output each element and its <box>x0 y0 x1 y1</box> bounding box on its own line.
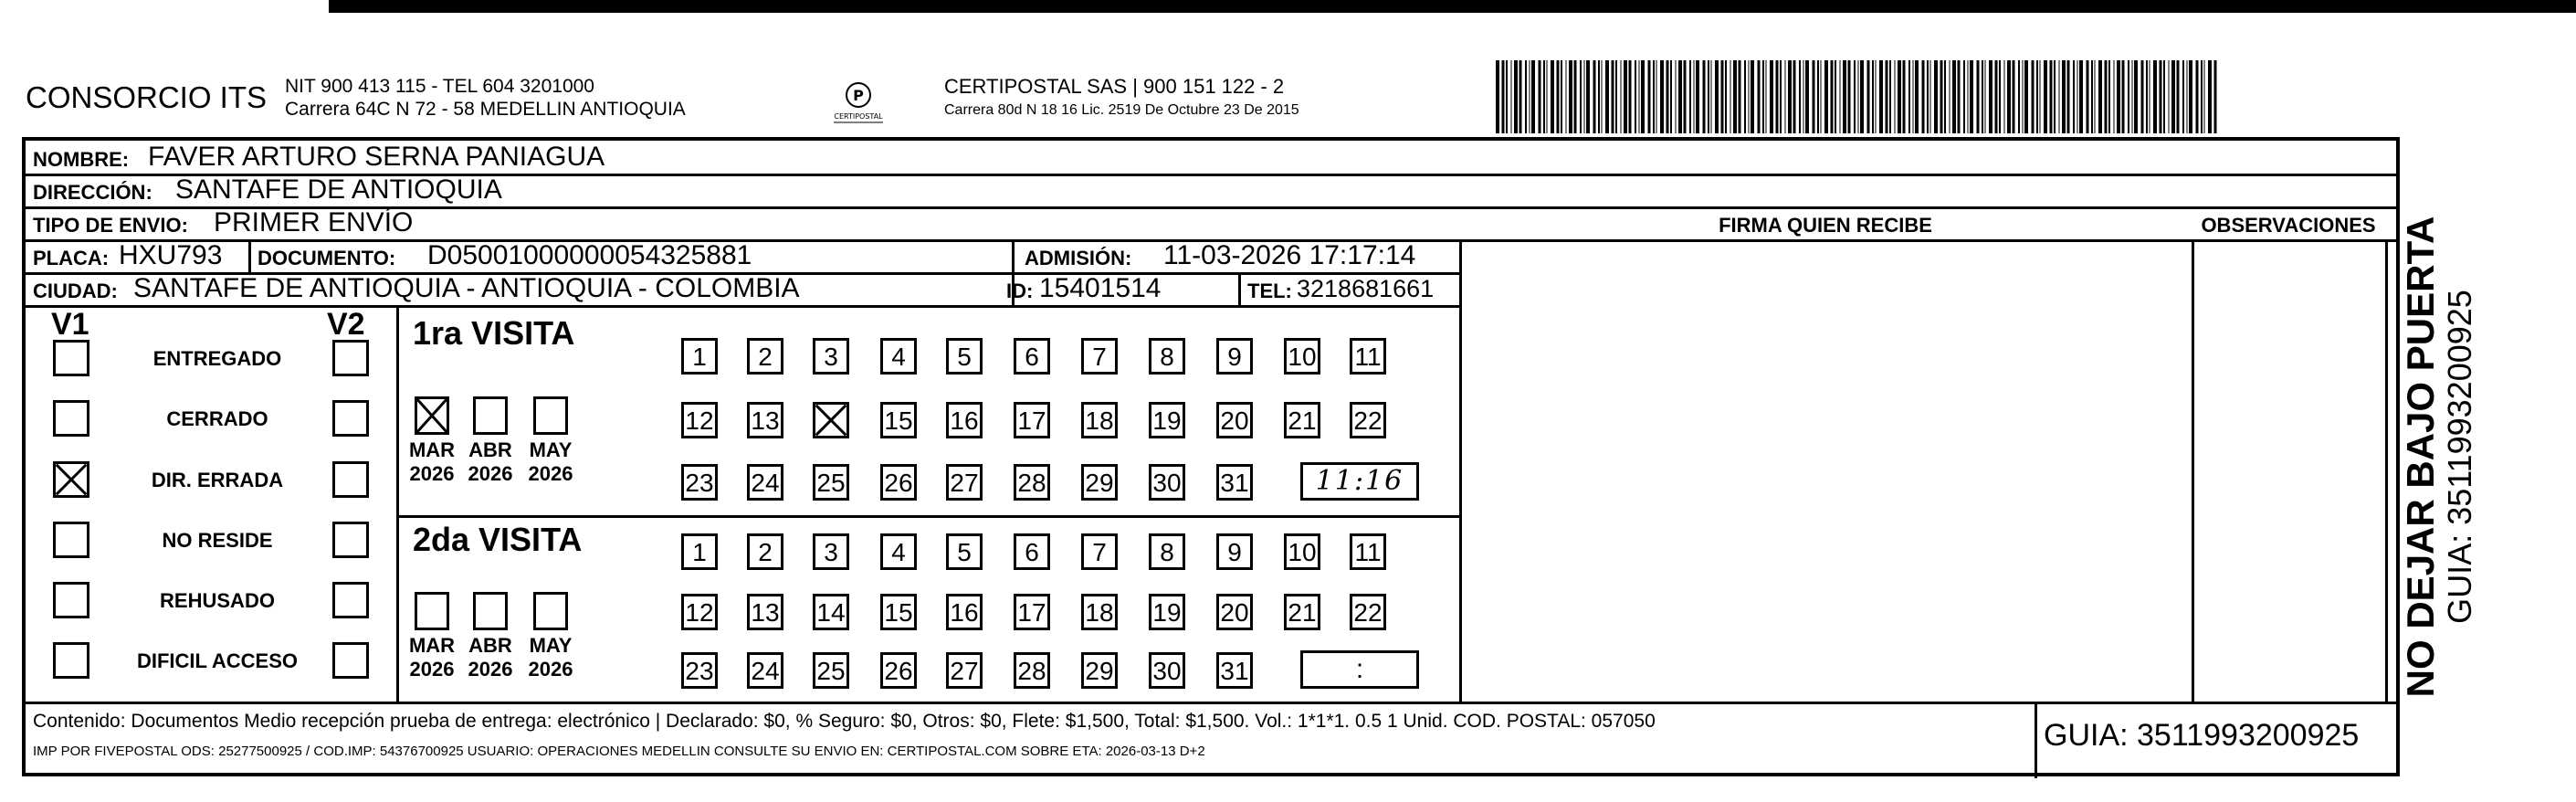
barcode-bar <box>1835 60 1836 133</box>
barcode-bar <box>1793 60 1796 133</box>
barcode-bar <box>1531 60 1535 133</box>
barcode-bar <box>1648 60 1651 133</box>
barcode-bar <box>2054 60 2056 133</box>
day-box: 12 <box>681 594 718 630</box>
barcode-bar <box>1715 60 1719 133</box>
barcode-bar <box>2079 60 2083 133</box>
barcode-bar <box>2040 60 2041 133</box>
day-box: 4 <box>880 533 917 570</box>
barcode-bar <box>1586 60 1590 133</box>
day-box: 31 <box>1216 652 1253 689</box>
barcode-bar <box>1684 60 1687 133</box>
barcode-bar <box>1629 60 1632 133</box>
footer-guia: GUIA: 3511993200925 <box>2044 718 2360 753</box>
barcode-bar <box>1751 60 1754 133</box>
day-box: 9 <box>1216 533 1253 570</box>
barcode-bar <box>1635 60 1636 133</box>
v2-checkbox <box>332 582 369 618</box>
barcode-bar <box>1843 60 1846 133</box>
barcode-bar <box>2095 60 2096 133</box>
barcode-bar <box>1854 60 1856 133</box>
day-box: 16 <box>946 594 983 630</box>
v1-checkbox <box>53 522 89 558</box>
v1-checkbox <box>53 340 89 376</box>
tipo-envio-label: TIPO DE ENVIO: <box>33 214 188 237</box>
reason-label: CERRADO <box>166 407 268 430</box>
day-box: 1 <box>681 338 718 375</box>
barcode-bar <box>2153 60 2157 133</box>
barcode-bar <box>2024 60 2028 133</box>
company-name: CONSORCIO ITS <box>26 80 268 114</box>
barcode-bar <box>1930 60 1931 133</box>
barcode-bar <box>1879 60 1883 133</box>
barcode-bar <box>2189 60 2192 133</box>
barcode-bar <box>1803 60 1804 133</box>
barcode-bar <box>1985 60 1986 133</box>
barcode-bar <box>1889 60 1891 133</box>
ciudad-label: CIUDAD: <box>33 280 118 302</box>
nombre-value: FAVER ARTURO SERNA PANIAGUA <box>148 142 605 172</box>
nit-line: NIT 900 413 115 - TEL 604 3201000 <box>285 76 594 97</box>
barcode-bar <box>2036 60 2038 133</box>
day-box: 7 <box>1081 338 1118 375</box>
barcode-bar <box>1624 60 1627 133</box>
barcode-bar <box>2196 60 2199 133</box>
day-box: 16 <box>946 402 983 438</box>
barcode-bar <box>1506 60 1508 133</box>
day-box: 22 <box>1350 594 1386 630</box>
barcode-bar <box>1968 60 1969 133</box>
side-notice <box>2399 137 2478 776</box>
v2-checkbox <box>332 642 369 679</box>
barcode-bar <box>2214 60 2217 133</box>
barcode-bar <box>1561 60 1562 133</box>
barcode-bar <box>2004 60 2005 133</box>
day-box: 29 <box>1081 464 1118 501</box>
day-box: 21 <box>1284 594 1320 630</box>
barcode-bar <box>1977 60 1980 133</box>
month-label: MAR 2026 <box>408 438 456 485</box>
footer-content-line: Contenido: Documentos Medio recepción prueba de entrega: electrónico | Declarado: $0, % Seguro: $0, Otros: $0, Flete: $1,500, Total: $1,500. Vol.: 1*1*1. 0.5 1 Unid. COD. POSTAL: 057050 <box>33 711 1656 732</box>
barcode-bar <box>1551 60 1554 133</box>
day-box: 19 <box>1149 402 1185 438</box>
footer-print-line: IMP POR FIVEPOSTAL ODS: 25277500925 / COD.IMP: 54376700925 USUARIO: OPERACIONES MEDELLIN CONSULTE SU ENVIO EN: CERTIPOSTAL.COM SOBRE ETA: 2026-03-13 D+2 <box>33 744 1205 759</box>
barcode-bar <box>2062 60 2066 133</box>
barcode-bar <box>2067 60 2070 133</box>
barcode-bar <box>1940 60 1943 133</box>
day-box <box>813 402 849 438</box>
v2-checkbox <box>332 461 369 498</box>
barcode-bar <box>1612 60 1614 133</box>
side-guia: GUIA: 3511993200925 <box>2441 290 2478 624</box>
barcode-bar <box>1514 60 1518 133</box>
day-box: 2 <box>747 338 783 375</box>
barcode-bar <box>1913 60 1914 133</box>
barcode-bar <box>1908 60 1910 133</box>
id-label: ID: <box>1006 280 1034 302</box>
reason-label: REHUSADO <box>160 589 275 612</box>
barcode-bar <box>2032 60 2035 133</box>
barcode-bar <box>2117 60 2120 133</box>
barcode-bar <box>1667 60 1669 133</box>
barcode-bar <box>2023 60 2024 133</box>
placa-label: PLACA: <box>33 247 110 269</box>
barcode-bar <box>1952 60 1956 133</box>
barcode-bar <box>2171 60 2175 133</box>
day-box: 6 <box>1014 533 1050 570</box>
barcode-bar <box>1703 60 1706 133</box>
day-box: 24 <box>747 464 783 501</box>
v1-header: V1 <box>51 307 89 342</box>
day-box: 18 <box>1081 594 1118 630</box>
firma-quien-recibe-header: FIRMA QUIEN RECIBE <box>1719 214 1932 237</box>
barcode-bar <box>1927 60 1929 133</box>
barcode-bar <box>1670 60 1672 133</box>
barcode-bar <box>2128 60 2129 133</box>
barcode-bar <box>1886 60 1888 133</box>
carrier-info <box>944 75 1299 122</box>
barcode-bar <box>2160 60 2162 133</box>
day-box: 26 <box>880 652 917 689</box>
barcode-bar <box>1867 60 1870 133</box>
day-box: 27 <box>946 464 983 501</box>
barcode-bar <box>2141 60 2144 133</box>
barcode <box>1496 60 2223 133</box>
day-box: 19 <box>1149 594 1185 630</box>
barcode-bar <box>2018 60 2020 133</box>
barcode-bar <box>1496 60 1499 133</box>
barcode-bar <box>1817 60 1819 133</box>
barcode-bar <box>1848 60 1851 133</box>
barcode-bar <box>1574 60 1577 133</box>
barcode-bar <box>1785 60 1786 133</box>
barcode-bar <box>2132 60 2133 133</box>
barcode-bar <box>1982 60 1983 133</box>
barcode-bar <box>1770 60 1773 133</box>
barcode-bar <box>2177 60 2180 133</box>
day-box: 25 <box>813 652 849 689</box>
barcode-bar <box>1898 60 1901 133</box>
barcode-bar <box>2187 60 2188 133</box>
barcode-bar <box>1860 60 1864 133</box>
barcode-bar <box>1511 60 1512 133</box>
svg-text:P: P <box>853 87 864 104</box>
barcode-bar <box>1557 60 1560 133</box>
visit-time-box: : <box>1300 650 1419 689</box>
barcode-bar <box>1989 60 1992 133</box>
day-box: 15 <box>880 402 917 438</box>
reason-label: NO RESIDE <box>162 529 273 552</box>
barcode-bar <box>2169 60 2170 133</box>
barcode-bar <box>1580 60 1582 133</box>
day-box: 4 <box>880 338 917 375</box>
barcode-bar <box>2114 60 2115 133</box>
barcode-bar <box>1788 60 1792 133</box>
v1-checkbox <box>53 582 89 618</box>
day-box: 22 <box>1350 402 1386 438</box>
day-box: 17 <box>1014 594 1050 630</box>
day-box: 5 <box>946 533 983 570</box>
month-checkbox <box>473 396 508 435</box>
day-box: 15 <box>880 594 917 630</box>
day-box: 6 <box>1014 338 1050 375</box>
barcode-bar <box>1903 60 1906 133</box>
barcode-bar <box>1725 60 1727 133</box>
day-box: 31 <box>1216 464 1253 501</box>
month-checkbox <box>415 396 449 435</box>
barcode-bar <box>1694 60 1695 133</box>
day-box: 10 <box>1284 533 1320 570</box>
barcode-bar <box>1780 60 1782 133</box>
day-box: 20 <box>1216 594 1253 630</box>
no-dejar-bajo-puerta: NO DEJAR BAJO PUERTA <box>2399 216 2442 698</box>
barcode-bar <box>1547 60 1548 133</box>
barcode-bar <box>1639 60 1640 133</box>
barcode-bar <box>2105 60 2108 133</box>
barcode-bar <box>1805 60 1809 133</box>
carrier-address: Carrera 80d N 18 16 Lic. 2519 De Octubre 23 De 2015 <box>944 102 1299 118</box>
barcode-bar <box>1615 60 1617 133</box>
day-box: 21 <box>1284 402 1320 438</box>
month-label: ABR 2026 <box>468 634 513 681</box>
barcode-bar <box>2182 60 2184 133</box>
day-box: 13 <box>747 594 783 630</box>
month-checkbox <box>415 592 449 630</box>
admision-value: 11-03-2026 17:17:14 <box>1163 240 1416 270</box>
address-line: Carrera 64C N 72 - 58 MEDELLIN ANTIOQUIA <box>285 99 686 120</box>
barcode-bar <box>2091 60 2093 133</box>
barcode-bar <box>1689 60 1691 133</box>
barcode-bar <box>1895 60 1896 133</box>
barcode-bar <box>1598 60 1600 133</box>
barcode-bar <box>1831 60 1834 133</box>
barcode-bar <box>1678 60 1682 133</box>
barcode-bar <box>1963 60 1965 133</box>
reason-label: DIR. ERRADA <box>151 469 284 491</box>
month-label: MAR 2026 <box>408 634 456 681</box>
barcode-bar <box>1660 60 1664 133</box>
day-box: 24 <box>747 652 783 689</box>
barcode-bar <box>1762 60 1764 133</box>
day-box: 7 <box>1081 533 1118 570</box>
barcode-bar <box>1813 60 1815 133</box>
barcode-bar <box>1915 60 1919 133</box>
placa-value: HXU793 <box>119 240 223 270</box>
day-box: 3 <box>813 533 849 570</box>
day-box: 9 <box>1216 338 1253 375</box>
second-visit-title: 2da VISITA <box>413 521 583 558</box>
barcode-bar <box>1872 60 1874 133</box>
day-box: 10 <box>1284 338 1320 375</box>
day-box: 27 <box>946 652 983 689</box>
barcode-bar <box>1840 60 1841 133</box>
barcode-bar <box>2208 60 2212 133</box>
barcode-bar <box>2134 60 2138 133</box>
day-box: 1 <box>681 533 718 570</box>
day-box: 20 <box>1216 402 1253 438</box>
documento-value: D05001000000054325881 <box>427 240 752 270</box>
nombre-label: NOMBRE: <box>33 148 130 171</box>
reason-label: DIFICIL ACCESO <box>136 649 298 672</box>
day-box: 28 <box>1014 464 1050 501</box>
day-box: 3 <box>813 338 849 375</box>
barcode-bar <box>1958 60 1961 133</box>
month-checkbox <box>473 592 508 630</box>
day-box: 25 <box>813 464 849 501</box>
v1-checkbox <box>53 400 89 437</box>
direccion-label: DIRECCIÓN: <box>33 181 152 204</box>
barcode-bar <box>1821 60 1822 133</box>
day-box: 30 <box>1149 464 1185 501</box>
barcode-bar <box>1708 60 1709 133</box>
day-box: 8 <box>1149 533 1185 570</box>
v2-checkbox <box>332 340 369 376</box>
barcode-bar <box>1858 60 1859 133</box>
barcode-bar <box>2108 60 2110 133</box>
tel-value: 3218681661 <box>1297 275 1435 302</box>
logo-label: CERTIPOSTAL <box>834 112 883 121</box>
v2-checkbox <box>332 522 369 558</box>
barcode-bar <box>1999 60 2001 133</box>
month-label: ABR 2026 <box>468 438 513 485</box>
day-box: 8 <box>1149 338 1185 375</box>
barcode-bar <box>2013 60 2015 133</box>
day-box: 2 <box>747 533 783 570</box>
barcode-bar <box>1824 60 1828 133</box>
barcode-bar <box>2163 60 2165 133</box>
day-box: 23 <box>681 652 718 689</box>
barcode-bar <box>1799 60 1801 133</box>
barcode-bar <box>1744 60 1746 133</box>
barcode-bar <box>1766 60 1767 133</box>
barcode-bar <box>1502 60 1505 133</box>
barcode-bar <box>1721 60 1724 133</box>
visit-time-box: 11:16 <box>1300 462 1419 501</box>
day-box: 30 <box>1149 652 1185 689</box>
barcode-bar <box>1539 60 1541 133</box>
barcode-bar <box>1970 60 1973 133</box>
barcode-bar <box>1593 60 1596 133</box>
barcode-bar <box>1922 60 1925 133</box>
barcode-bar <box>2044 60 2047 133</box>
day-box: 11 <box>1350 338 1386 375</box>
v1-checkbox <box>53 642 89 679</box>
barcode-bar <box>1758 60 1761 133</box>
v2-header: V2 <box>327 307 365 342</box>
barcode-bar <box>2007 60 2011 133</box>
barcode-bar <box>2098 60 2102 133</box>
v1-checkbox <box>53 461 89 498</box>
v2-checkbox <box>332 400 369 437</box>
day-box: 18 <box>1081 402 1118 438</box>
day-box: 11 <box>1350 533 1386 570</box>
barcode-bar <box>1696 60 1699 133</box>
barcode-bar <box>1730 60 1731 133</box>
barcode-bar <box>1739 60 1741 133</box>
barcode-bar <box>1711 60 1712 133</box>
delivery-form <box>22 137 2400 776</box>
direccion-value: SANTAFE DE ANTIOQUIA <box>175 174 502 205</box>
day-box: 29 <box>1081 652 1118 689</box>
tel-label: TEL: <box>1247 280 1292 302</box>
barcode-bar <box>1934 60 1938 133</box>
barcode-bar <box>1602 60 1603 133</box>
barcode-bar <box>2204 60 2205 133</box>
barcode-bar <box>1543 60 1545 133</box>
id-value: 15401514 <box>1039 273 1162 303</box>
barcode-bar <box>1876 60 1877 133</box>
barcode-bar <box>1584 60 1585 133</box>
barcode-bar <box>1676 60 1677 133</box>
company-info <box>285 75 686 121</box>
first-visit-title: 1ra VISITA <box>413 314 575 352</box>
admision-label: ADMISIÓN: <box>1025 247 1132 269</box>
barcode-bar <box>1519 60 1522 133</box>
day-box: 28 <box>1014 652 1050 689</box>
day-box: 5 <box>946 338 983 375</box>
ciudad-value: SANTAFE DE ANTIOQUIA - ANTIOQUIA - COLOMBIA <box>133 273 800 303</box>
barcode-bar <box>2122 60 2125 133</box>
certipostal-logo <box>826 77 890 128</box>
documento-label: DOCUMENTO: <box>258 247 396 269</box>
barcode-bar <box>1776 60 1779 133</box>
day-box: 14 <box>813 594 849 630</box>
barcode-bar <box>2050 60 2053 133</box>
top-border <box>329 0 2576 13</box>
barcode-bar <box>2087 60 2089 133</box>
barcode-bar <box>1621 60 1622 133</box>
day-box: 23 <box>681 464 718 501</box>
barcode-bar <box>1525 60 1527 133</box>
reason-label: ENTREGADO <box>152 347 282 370</box>
month-label: MAY 2026 <box>528 634 573 681</box>
day-box: 12 <box>681 402 718 438</box>
barcode-bar <box>1944 60 1946 133</box>
barcode-bar <box>1605 60 1609 133</box>
barcode-bar <box>1749 60 1750 133</box>
barcode-bar <box>2059 60 2060 133</box>
barcode-bar <box>2073 60 2075 133</box>
tipo-envio-value: PRIMER ENVÍO <box>214 207 414 237</box>
month-checkbox <box>533 396 568 435</box>
carrier-line: CERTIPOSTAL SAS | 900 151 122 - 2 <box>944 75 1285 98</box>
day-box: 13 <box>747 402 783 438</box>
month-label: MAY 2026 <box>528 438 573 485</box>
barcode-bar <box>1641 60 1645 133</box>
barcode-bar <box>2146 60 2148 133</box>
month-checkbox <box>533 592 568 630</box>
day-box: 17 <box>1014 402 1050 438</box>
barcode-bar <box>1995 60 1998 133</box>
barcode-bar <box>2077 60 2078 133</box>
barcode-bar <box>1733 60 1737 133</box>
barcode-bar <box>1569 60 1572 133</box>
barcode-bar <box>1656 60 1657 133</box>
barcode-bar <box>2201 60 2203 133</box>
observaciones-header: OBSERVACIONES <box>2201 214 2376 237</box>
barcode-bar <box>1653 60 1655 133</box>
barcode-bar <box>1566 60 1567 133</box>
day-box: 26 <box>880 464 917 501</box>
